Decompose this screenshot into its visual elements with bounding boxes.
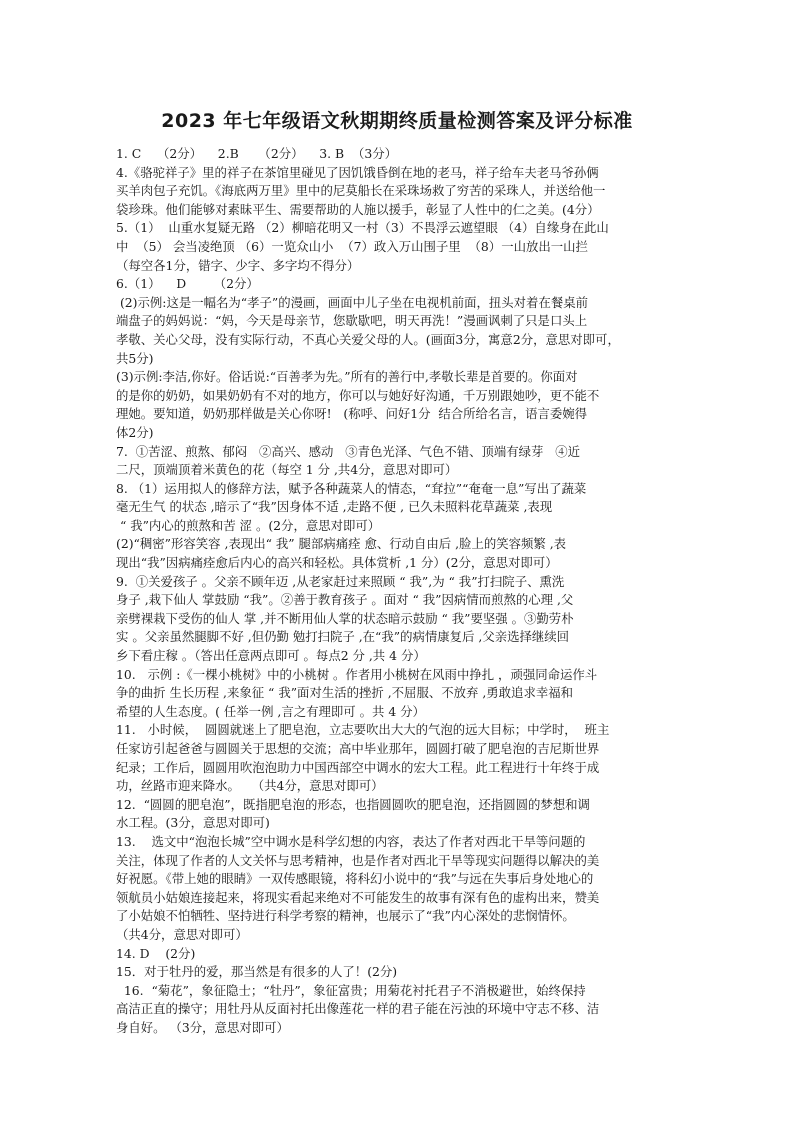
text-line: (2)“稠密”形容笑容 ,表现出“ 我” 腿部病痛痊 愈、行动自由后 ,脸上的笑容频繁 ,表 <box>116 536 567 552</box>
text-line: 高洁正直的操守；用牡丹从反面衬托出像莲花一样的君子能在污浊的环境中守志不移、洁 <box>116 1001 600 1017</box>
document-title: 2023 年七年级语文秋期期终质量检测答案及评分标准 <box>161 110 633 132</box>
text-line: 身自好。 （3分，意思对即可） <box>116 1019 289 1035</box>
text-line: 袋珍珠。他们能够对素昧平生、需要帮助的人施以援手，彰显了人性中的仁之美。(4分） <box>116 201 600 217</box>
text-line: 任家访引起爸爸与圆圆关于思想的交流；高中毕业那年，圆圆打破了肥皂泡的吉尼斯世界 <box>116 741 600 756</box>
text-line: 乡下看庄稼 。（答出任意两点即可 。每点2 分 ,共 4 分） <box>116 648 426 664</box>
text-line: 买羊肉包子充饥。《海底两万里》里中的尼莫船长在采珠场救了穷苦的采珠人，并送给他一 <box>116 183 606 199</box>
text-line: 16. “菊花”，象征隐士；“牡丹”，象征富贵；用菊花衬托君子不消极避世，始终保持 <box>116 982 586 998</box>
text-line: 孝敬、关心父母，没有实际行动，不真心关爱父母的人。(画面3分，寓意2分，意思对即可， <box>116 331 620 347</box>
text-line: 的是你的奶奶，如果奶奶有不对的地方，你可以与她好好沟通，千万别跟她吵，更不能不 <box>116 387 600 403</box>
text-line: 现出“我”因病痛痊愈后内心的高兴和轻松。具体赏析 ,1 分）(2分，意思对即可） <box>116 555 558 571</box>
text-line: 理她。要知道，奶奶那样做是关心你呀! (称呼、问好1分 结合所给名言，语言委婉得 <box>116 406 588 422</box>
text-line: “ 我”内心的煎熬和苦 涩 。(2分，意思对即可） <box>116 517 381 533</box>
text-line: (3)示例:李洁,你好。俗话说:“百善孝为先。”所有的善行中,孝敬长辈是首要的。你面对 <box>116 369 578 385</box>
text-line: 13. 选文中“泡泡长城”空中调水是科学幻想的内容，表达了作者对西北干旱等问题的 <box>116 833 586 849</box>
text-line: 11. 小时候， 圆圆就迷上了肥皂泡，立志要吹出大大的气泡的远大目标；中学时， 班主 <box>116 722 610 738</box>
text-line: 争的曲折 生长历程 ,来象征 “ 我”面对生活的挫折 ,不屈服、不放弃 ,勇敢追求幸福和 <box>116 685 574 701</box>
text-line: 身子 ,栽下仙人 掌鼓励 “我”。②善于教育孩子 。面对 “ 我”因病情而煎熬的心理 ,父 <box>116 592 574 608</box>
text-line: 实 。父亲虽然腿脚不好 ,但仍勤 勉打扫院子 ,在“我”的病情康复后 ,父亲选择继续回 <box>116 629 570 645</box>
text-line: 12. “圆圆的肥皂泡”，既指肥皂泡的形态，也指圆圆吹的肥皂泡，还指圆圆的梦想和调 <box>116 796 590 812</box>
text-line: 水工程。(3分，意思对即可) <box>116 815 270 831</box>
text-line: （共4分，意思对即可） <box>116 926 248 942</box>
text-line: 希望的人生态度。( 任举一例 ,言之有理即可 。共 4 分） <box>116 703 425 719</box>
text-line: 领航员小姑娘连接起来，将现实看起来绝对不可能发生的故事有深有色的虚构出来，赞美 <box>116 889 600 905</box>
text-line: 纪录；工作后，圆圆用吹泡泡助力中国西部空中调水的宏大工程。此工程进行十年终于成 <box>116 759 600 775</box>
text-line: 7. ①苦涩、煎熬、郁闷 ②高兴、感动 ③青色光泽、气色不错、顶端有绿芽 ④近 <box>116 443 581 459</box>
text-line: 1. C （2分） 2.B （2分） 3. B （3分） <box>116 146 398 161</box>
text-line: 10. 示例 :《一棵小桃树》中的小桃树 。作者用小桃树在风雨中挣扎 ，顽强同命运作斗 <box>116 666 598 682</box>
text-line: 亲劈裸栽下受伤的仙人 掌 ,并不断用仙人掌的状态暗示鼓励 “ 我”要坚强 。③勤劳朴 <box>116 610 574 626</box>
answer-body <box>116 145 682 1038</box>
text-line: 15．对于牡丹的爱，那当然是有很多的人了！(2分) <box>116 964 398 980</box>
text-line: 14. D (2分) <box>116 945 196 961</box>
text-line: 5.（1） 山重水复疑无路 （2）柳暗花明又一村（3）不畏浮云遮望眼 （4）自缘身在此山 <box>116 220 609 236</box>
text-line: 4.《骆驼祥子》里的祥子在茶馆里碰见了因饥饿昏倒在地的老马，祥子给车夫老马爷孙俩 <box>116 164 599 180</box>
text-line: 共5分) <box>116 350 154 366</box>
text-line: 二尺，顶端顶着米黄色的花（每空 1 分 ,共4分，意思对即可） <box>116 462 458 478</box>
text-line: 中 （5） 会当凌绝顶 （6）一览众山小 （7）政入万山围子里 （8）一山放出一山拦 <box>116 238 588 254</box>
text-line: 6.（1） D （2分） <box>116 276 259 292</box>
text-line: 关注，体现了作者的人文关怀与思考精神，也是作者对西北干旱等现实问题得以解决的美 <box>116 852 600 868</box>
text-line: 好祝愿。《带上她的眼睛》一双传感眼镜，将科幻小说中的“我”与远在失事后身处地心的 <box>116 871 594 887</box>
text-line: 端盘子的妈妈说：“妈，今天是母亲节，您歇歇吧，明天再洗！”漫画讽刺了只是口头上 <box>116 313 588 329</box>
text-line: 功，丝路市迎来降水。 （共4分，意思对即可） <box>116 778 384 794</box>
text-line: 9. ①关爱孩子 。父亲不顾年迈 ,从老家赶过来照顾 “ 我”,为 “ 我”打扫院子、熏洗 <box>116 573 565 589</box>
text-line: 体2分) <box>116 424 154 440</box>
text-line: （每空各1分，错字、少字、多字均不得分） <box>116 257 360 273</box>
text-line: 毫无生气 的状态 ,暗示了“我”因身体不适 ,走路不便 , 已久未照料花草蔬菜 ,表现 <box>116 499 553 515</box>
text-line: 8. （1）运用拟人的修辞方法，赋予各种蔬菜人的情态，“耷拉”“奄奄一息”写出了蔬菜 <box>116 480 587 496</box>
text-line: 了小姑娘不怕牺牲、坚持进行科学考察的精神，也展示了“我”内心深处的悲悯情怀。 <box>116 908 575 924</box>
text-line: (2)示例:这是一幅名为“孝子”的漫画，画面中儿子坐在电视机前面，扭头对着在餐桌前 <box>116 294 589 310</box>
